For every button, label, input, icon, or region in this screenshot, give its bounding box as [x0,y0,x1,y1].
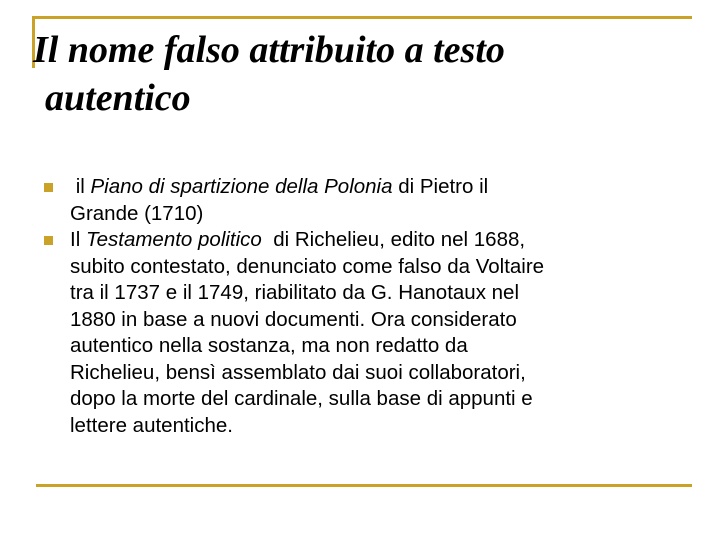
bullet-testamento-line-1 [70,227,690,254]
bullet-item-piano [40,174,690,227]
bullet-testamento-line-7: dopo la morte del cardinale, sulla base di appunti e [70,387,533,410]
slide-title [33,26,673,122]
bullet-list [40,174,690,439]
bullet-testamento-title: Testamento politico [85,228,262,251]
bullet-testamento-line-4: 1880 in base a nuovi documenti. Ora considerato [70,307,517,331]
slide-title-line-2: autentico [45,77,191,119]
bullet-testamento-post: di Richelieu, edito nel 1688, [261,228,526,251]
slide-title-line-1: Il nome falso attribuito a testo [33,29,505,71]
bullet-testamento-line-6: Richelieu, bensì assemblato dai suoi collaboratori, [70,360,526,384]
bullet-piano-line-2: Grande (1710) [70,201,204,225]
bullet-testamento-line-5: autentico nella sostanza, ma non redatto da [70,334,468,357]
bullet-piano-post: di Pietro il [392,175,489,198]
title-top-rule [32,16,692,19]
bullet-piano-pre: il [70,175,91,198]
bullet-piano-line-1 [70,174,690,201]
bullet-testamento-line-2: subito contestato, denunciato come falso da Voltaire [70,254,545,278]
bullet-testamento-pre: Il [70,228,86,251]
square-bullet-icon [44,183,53,192]
footer-rule [36,484,692,487]
square-bullet-icon [44,236,53,245]
bullet-piano-title: Piano di spartizione della Polonia [90,175,393,198]
bullet-testamento-line-8: lettere autentiche. [70,413,233,437]
bullet-item-testamento [40,227,690,439]
bullet-testamento-line-3: tra il 1737 e il 1749, riabilitato da G. Hanotaux nel [70,281,519,304]
